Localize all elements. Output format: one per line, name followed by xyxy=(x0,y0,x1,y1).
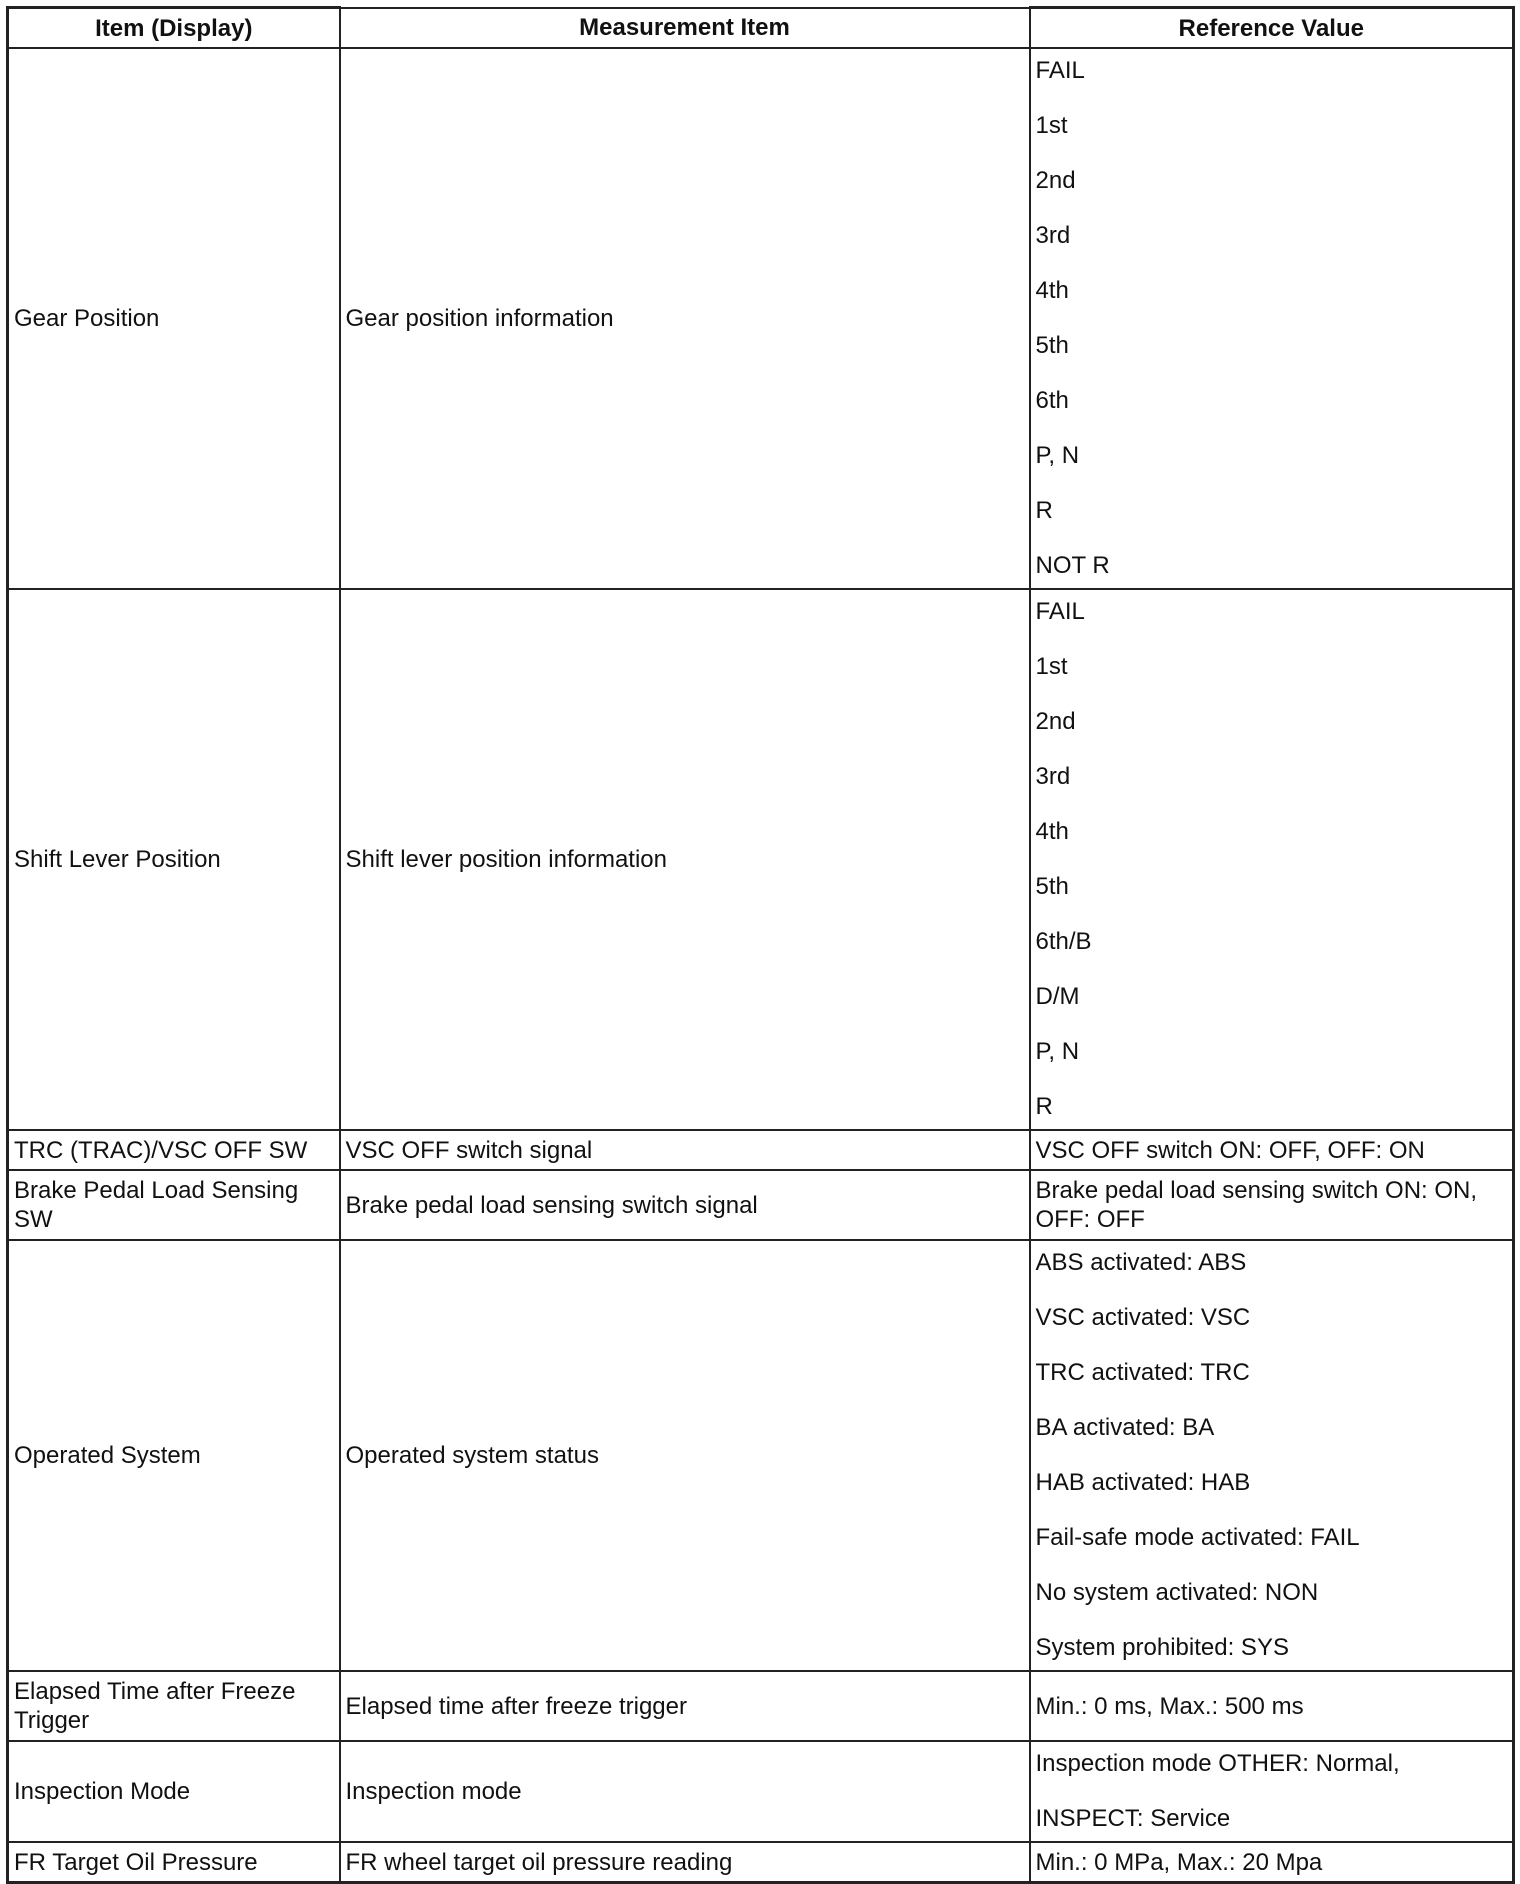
header-row xyxy=(8,8,1514,49)
measurement-item-cell: Operated system status xyxy=(340,1240,1030,1671)
reference-value-line: VSC activated: VSC xyxy=(1035,1304,1251,1331)
table-row xyxy=(8,1671,1514,1741)
reference-value-line: 3rd xyxy=(1035,763,1071,790)
table-row xyxy=(8,1741,1514,1842)
reference-value-line: HAB activated: HAB xyxy=(1035,1469,1251,1496)
measurement-item-cell: Elapsed time after freeze trigger xyxy=(340,1671,1030,1741)
item-display-cell: Brake Pedal Load Sensing SW xyxy=(8,1170,340,1240)
reference-value-line: INSPECT: Service xyxy=(1035,1805,1231,1832)
measurement-item-cell: Inspection mode xyxy=(340,1741,1030,1842)
measurement-item-cell: FR wheel target oil pressure reading xyxy=(340,1842,1030,1883)
reference-value-line: 2nd xyxy=(1035,167,1076,194)
reference-value-line: ABS activated: ABS xyxy=(1035,1249,1247,1276)
reference-value-line: System prohibited: SYS xyxy=(1035,1634,1289,1661)
measurement-item-cell: Gear position information xyxy=(340,48,1030,589)
reference-value-cell: Min.: 0 ms, Max.: 500 ms xyxy=(1030,1671,1514,1741)
reference-value-line: R xyxy=(1035,1093,1053,1120)
reference-value-line: 4th xyxy=(1035,818,1069,845)
header-measurement-item: Measurement Item xyxy=(340,8,1030,49)
reference-value-line: 6th/B xyxy=(1035,928,1092,955)
reference-value-cell: Brake pedal load sensing switch ON: ON, OFF: OFF xyxy=(1030,1170,1514,1240)
reference-value-line: P, N xyxy=(1035,442,1080,469)
reference-value-line: R xyxy=(1035,497,1053,524)
reference-value-cell xyxy=(1030,1240,1514,1671)
item-display-cell: FR Target Oil Pressure xyxy=(8,1842,340,1883)
table-row xyxy=(8,1130,1514,1170)
reference-value-line: FAIL xyxy=(1035,598,1085,625)
reference-value-cell xyxy=(1030,589,1514,1130)
reference-value-line: 2nd xyxy=(1035,708,1076,735)
reference-value-table xyxy=(6,6,1515,1884)
reference-value-cell xyxy=(1030,1741,1514,1842)
reference-value-line: NOT R xyxy=(1035,552,1110,579)
reference-value-cell: Min.: 0 MPa, Max.: 20 Mpa xyxy=(1030,1842,1514,1883)
table-row xyxy=(8,589,1514,1130)
item-display-cell: Elapsed Time after Freeze Trigger xyxy=(8,1671,340,1741)
reference-value-list xyxy=(1036,1742,1508,1841)
table-row xyxy=(8,1240,1514,1671)
table-header xyxy=(8,8,1514,49)
reference-value-line: 1st xyxy=(1035,653,1068,680)
reference-value-line: TRC activated: TRC xyxy=(1035,1359,1250,1386)
measurement-item-cell: Shift lever position information xyxy=(340,589,1030,1130)
reference-value-line: 4th xyxy=(1035,277,1069,304)
reference-value-list xyxy=(1036,590,1508,1129)
reference-value-line: P, N xyxy=(1035,1038,1080,1065)
header-reference-value: Reference Value xyxy=(1030,8,1514,49)
table-row xyxy=(8,1170,1514,1240)
item-display-cell: Operated System xyxy=(8,1240,340,1671)
reference-value-line: 5th xyxy=(1035,873,1069,900)
table-row xyxy=(8,1842,1514,1883)
reference-value-cell xyxy=(1030,48,1514,589)
reference-value-line: Fail-safe mode activated: FAIL xyxy=(1035,1524,1360,1551)
reference-value-line: 3rd xyxy=(1035,222,1071,249)
reference-value-line: 5th xyxy=(1035,332,1069,359)
reference-value-line: No system activated: NON xyxy=(1035,1579,1319,1606)
reference-value-cell: VSC OFF switch ON: OFF, OFF: ON xyxy=(1030,1130,1514,1170)
table-row xyxy=(8,48,1514,589)
reference-value-line: FAIL xyxy=(1035,57,1085,84)
reference-value-line: D/M xyxy=(1035,983,1080,1010)
reference-value-line: BA activated: BA xyxy=(1035,1414,1215,1441)
table-body xyxy=(8,48,1514,1883)
reference-value-list xyxy=(1036,49,1508,588)
measurement-item-cell: VSC OFF switch signal xyxy=(340,1130,1030,1170)
reference-value-line: Inspection mode OTHER: Normal, xyxy=(1035,1750,1400,1777)
item-display-cell: Gear Position xyxy=(8,48,340,589)
measurement-item-cell: Brake pedal load sensing switch signal xyxy=(340,1170,1030,1240)
item-display-cell: Inspection Mode xyxy=(8,1741,340,1842)
reference-value-line: 1st xyxy=(1035,112,1068,139)
item-display-cell: Shift Lever Position xyxy=(8,589,340,1130)
item-display-cell: TRC (TRAC)/VSC OFF SW xyxy=(8,1130,340,1170)
reference-value-list xyxy=(1036,1241,1508,1670)
header-item-display: Item (Display) xyxy=(8,8,340,49)
reference-value-line: 6th xyxy=(1035,387,1069,414)
